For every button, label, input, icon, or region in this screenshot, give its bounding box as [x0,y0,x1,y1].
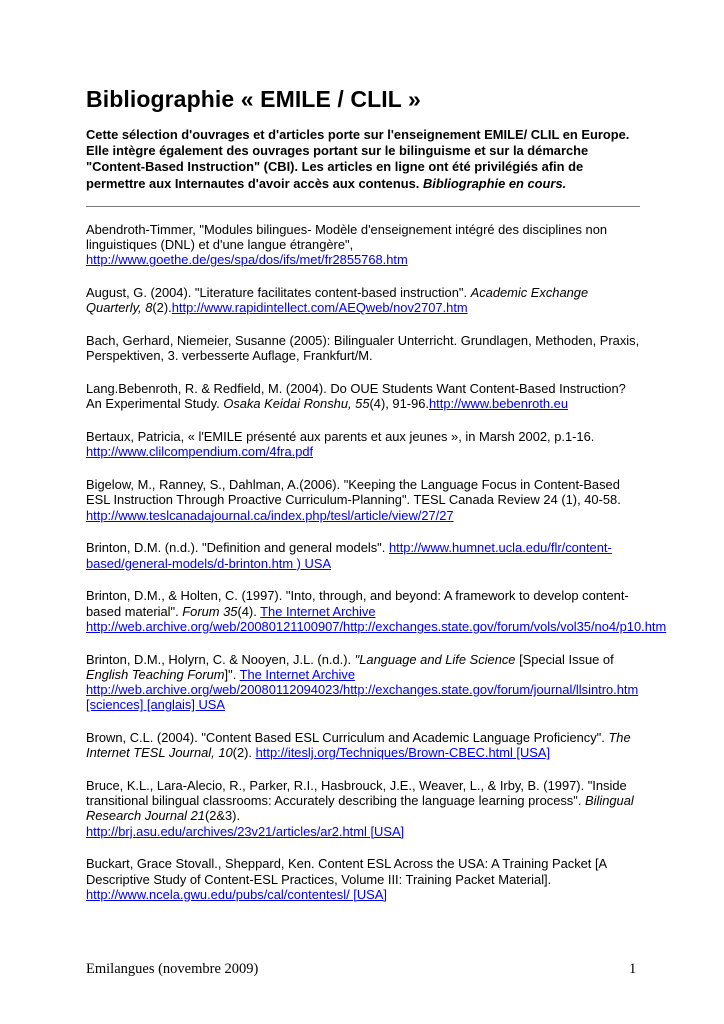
entry-link[interactable]: http://www.humnet.ucla.edu/flr/content-based/general-models/d-brinton.htm ) USA [86,540,612,571]
bibliography-entry [86,429,642,459]
bibliography-list [86,222,667,920]
entry-journal: "Language and Life Science [354,651,516,667]
entry-text: Bach, Gerhard, Niemeier, Susanne (2005): Bilingualer Unterricht. Grundlagen, Methoden, Praxis, Perspektiven, 3. verbesserte Auflage, Frankfurt/M. [86,333,640,364]
entry-link[interactable]: http://web.archive.org/web/20080121100907/http://exchanges.state.gov/forum/vols/vol35/no4/p10.htm [86,618,667,634]
entry-link[interactable]: http://www.clilcompendium.com/4fra.pdf [86,444,314,460]
bibliography-entry [86,285,642,315]
entry-journal: Bilingual Research Journal 21 [86,793,634,824]
entry-text: Bruce, K.L., Lara-Alecio, R., Parker, R.I., Hasbrouck, J.E., Weaver, L., & Irby, B. (1997). "Inside transitional bilingual classrooms: Accurately describing the language learning process". [86,778,627,809]
entry-link[interactable]: http://www.bebenroth.eu [428,396,569,412]
entry-link[interactable]: http://brj.asu.edu/archives/23v21/articles/ar2.html [USA] [86,823,405,839]
entry-text: Brinton, D.M., Holyrn, C. & Nooyen, J.L. (n.d.). [86,651,355,667]
page-number: 1 [629,961,637,977]
bibliography-entry [86,652,642,713]
bibliography-entry [86,381,642,411]
horizontal-rule [86,206,640,207]
bibliography-entry [86,333,642,363]
entry-text: Brinton, D.M. (n.d.). "Definition and general models". [86,540,386,556]
bibliography-entry [86,477,642,523]
bibliography-entry [86,540,642,570]
entry-text-after: (2&3). [204,808,241,824]
entry-text: Lang.Bebenroth, R. & Redfield, M. (2004). Do OUE Students Want Content-Based Instruction? An Experimental Study. [86,381,626,412]
entry-text: Brinton, D.M., & Holten, C. (1997). "Into, through, and beyond: A framework to develop content-based material". [86,588,629,619]
entry-link[interactable]: http://www.goethe.de/ges/spa/dos/ifs/met/fr2855768.htm [86,252,408,268]
entry-link[interactable]: http://www.ncela.gwu.edu/pubs/cal/contentesl/ [USA] [86,886,387,902]
entry-link[interactable]: http://iteslj.org/Techniques/Brown-CBEC.html [USA] [255,745,551,761]
page-title: Bibliographie « EMILE / CLIL » [86,86,421,112]
bibliography-entry [86,222,642,268]
entry-archive-link[interactable]: The Internet Archive [239,666,355,682]
bibliography-entry [86,730,642,760]
intro-paragraph [86,127,646,192]
intro-italic-note: Bibliographie en cours. [422,175,567,191]
bibliography-entry [86,778,642,839]
bibliography-entry [86,856,642,902]
entry-journal: Osaka Keidai Ronshu, 55 [223,396,370,412]
entry-journal: The Internet TESL Journal, 10 [86,730,631,761]
entry-text-after: (2). [152,300,172,316]
entry-text: Buckart, Grace Stovall., Sheppard, Ken. Content ESL Across the USA: A Training Packet [A Descriptive Study of Content-ESL Practices, Volume III: Training Packet Material]. [86,856,607,887]
entry-text: August, G. (2004). "Literature facilitates content-based instruction". [86,285,471,301]
entry-journal-secondary: English Teaching Forum [86,666,225,682]
entry-text: Abendroth-Timmer, "Modules bilingues- Modèle d'enseignement intégré des disciplines non linguistiques (DNL) et d'une langue étrangère", [86,222,608,253]
entry-text: Bigelow, M., Ranney, S., Dahlman, A.(2006). "Keeping the Language Focus in Content-Based ESL Instruction Through Proactive Curriculum-Planning". TESL Canada Review 24 (1), 40-58. [86,477,621,508]
entry-link[interactable]: http://www.rapidintellect.com/AEQweb/nov2707.htm [171,300,468,316]
entry-text-after: (2). [232,745,253,761]
entry-text-after: (4). [237,603,261,619]
footer-label: Emilangues (novembre 2009) [86,961,259,977]
intro-text: Cette sélection d'ouvrages et d'articles porte sur l'enseignement EMILE/ CLIL en Europe. Elle intègre également des ouvrages portant sur le bilinguisme et sur la démarche "Content-Based Instruction" (CBI). Les articles en ligne ont été privilégiés afin de permettre aux Internautes d'avoir accès aux contenus. [86,127,630,191]
bibliography-entry [86,588,667,634]
entry-journal: Forum 35 [182,603,238,619]
entry-journal: Academic Exchange Quarterly, 8 [86,285,589,316]
entry-archive-link[interactable]: The Internet Archive [260,603,376,619]
entry-text: Bertaux, Patricia, « l'EMILE présenté aux parents et aux jeunes », in Marsh 2002, p.1-16. [86,429,595,445]
entry-text-after: (4), 91-96. [369,396,429,412]
entry-link[interactable]: http://www.teslcanadajournal.ca/index.php/tesl/article/view/27/27 [86,507,454,523]
entry-text: Brown, C.L. (2004). "Content Based ESL Curriculum and Academic Language Proficiency". [86,730,609,746]
entry-link[interactable]: http://web.archive.org/web/20080112094023/http://exchanges.state.gov/forum/journal/llsintro.htm [sciences] [anglais] USA [86,682,639,713]
entry-text-after: [Special Issue of [515,651,614,667]
entry-text-after-secondary: ]". [224,666,240,682]
